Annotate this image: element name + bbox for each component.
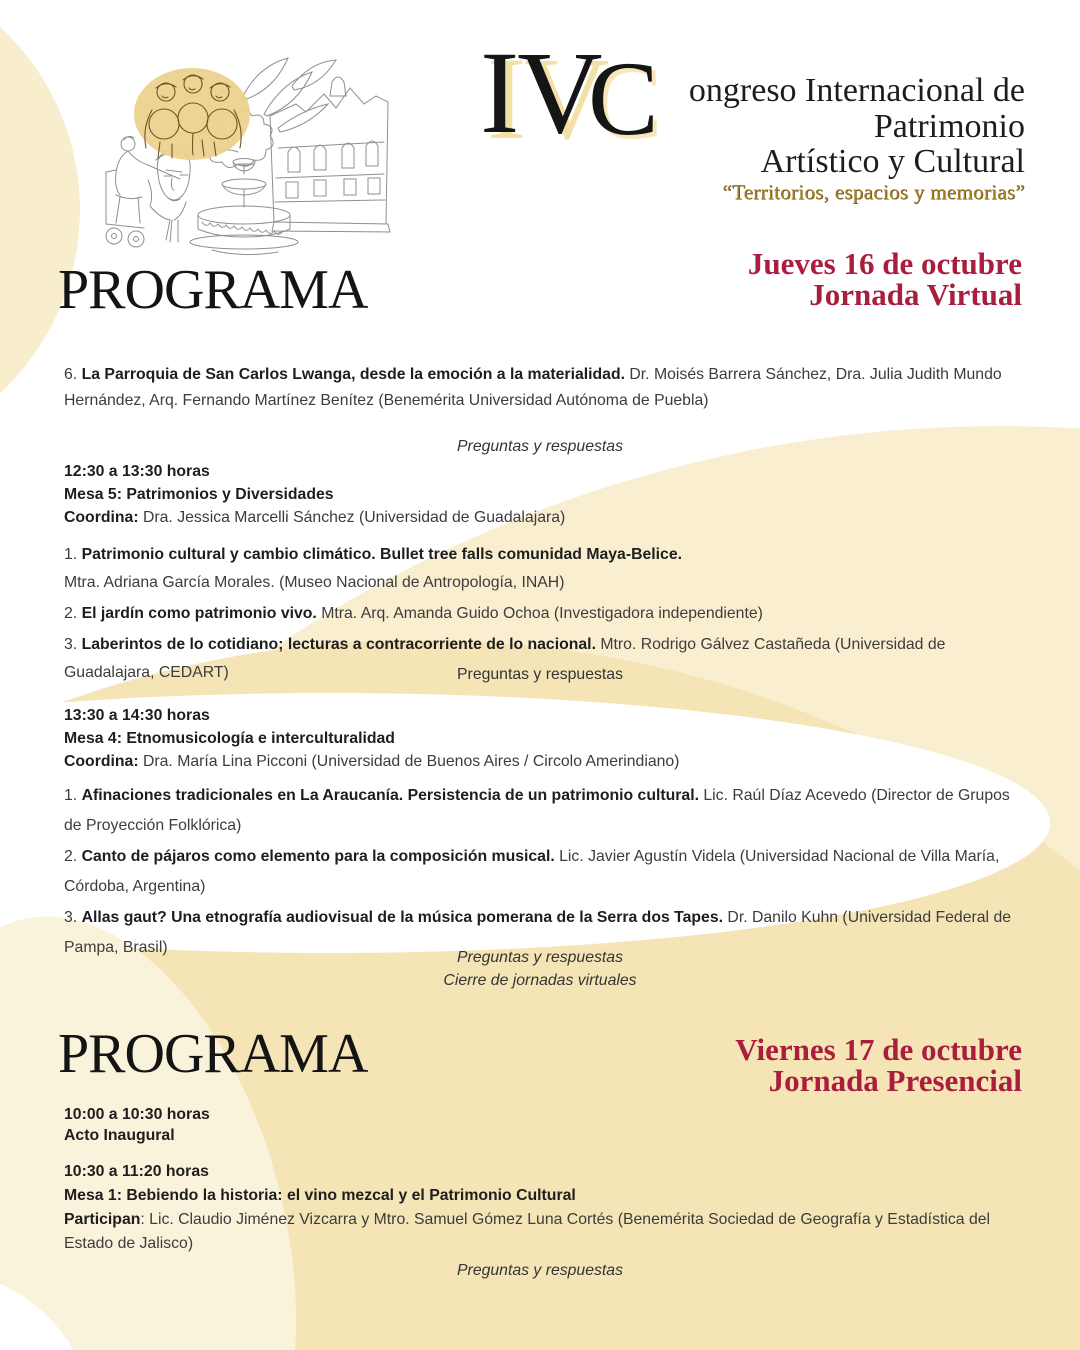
mesa5-time: 12:30 a 13:30 horas [64, 463, 210, 480]
item-speaker: Mtro. Rodrigo Gálvez Castañeda (Universidad de Guadalajara, CEDART) [64, 636, 946, 681]
programa-heading-viernes: PROGRAMA [58, 1023, 368, 1085]
mesa4-title: Mesa 4: Etnomusicología e interculturalidad [64, 730, 395, 747]
coordina-name: Dra. María Lina Picconi (Universidad de Buenos Aires / Circolo Amerindiano) [138, 753, 680, 770]
list-item [64, 842, 1016, 902]
item6-paragraph [64, 362, 1016, 414]
mesa4-header [64, 704, 1016, 773]
item-speakers: Dr. Moisés Barrera Sánchez, Dra. Julia Judith Mundo Hernández, Arq. Fernando Martínez Benítez (Benemérita Universidad Autónoma de Puebla) [64, 366, 1002, 409]
item-number: 1. [64, 787, 82, 804]
mesa4-time: 13:30 a 14:30 horas [64, 707, 210, 724]
closing-line: Cierre de jornadas virtuales [443, 972, 637, 989]
mesa1-slot [64, 1160, 1016, 1256]
item-title: Patrimonio cultural y cambio climático. Bullet tree falls comunidad Maya-Belice. [81, 546, 683, 563]
congress-title-line2: Patrimonio [873, 108, 1025, 145]
item-number: 6. [64, 366, 82, 383]
day-heading-viernes [735, 1034, 1022, 1096]
day-subtitle: Jornada Virtual [809, 277, 1022, 312]
mesa5-header [64, 460, 1016, 529]
mesa1-title: Mesa 1: Bebiendo la historia: el vino mezcal y el Patrimonio Cultural [64, 1187, 576, 1204]
item-title: El jardín como patrimonio vivo. [81, 605, 317, 622]
qa-line-3: Preguntas y respuestas [457, 949, 623, 966]
slot-title: Acto Inaugural [64, 1127, 175, 1144]
acto-inaugural-slot [64, 1104, 1016, 1146]
coordina-label: Coordina: [64, 509, 139, 526]
day-subtitle: Jornada Presencial [768, 1063, 1022, 1098]
mesa5-title: Mesa 5: Patrimonios y Diversidades [64, 486, 334, 503]
participan-names: : Lic. Claudio Jiménez Vizcarra y Mtro. Samuel Gómez Luna Cortés (Benemérita Sociedad de Geografía y Estadística del Estado de Jalisco) [64, 1211, 991, 1252]
item-title: Afinaciones tradicionales en La Araucanía. Persistencia de un patrimonio cultural. [81, 787, 699, 804]
item-title: Laberintos de lo cotidiano; lecturas a contracorriente de lo nacional. [81, 636, 596, 653]
participan-label: Participan [64, 1211, 141, 1228]
item-number: 1. [64, 546, 82, 563]
mesa4-list [64, 781, 1016, 964]
item-number: 2. [64, 605, 82, 622]
item-speaker: Dr. Danilo Kuhn (Universidad Federal de Pampa, Brasil) [64, 909, 1012, 956]
item-title: La Parroquia de San Carlos Lwanga, desde la emoción a la materialidad. [81, 366, 625, 383]
item-title: Allas gaut? Una etnografía audiovisual de la música pomerana de la Serra dos Tapes. [81, 909, 724, 926]
congress-illustration [92, 52, 402, 292]
item-speaker: Mtra. Adriana García Morales. (Museo Nacional de Antropología, INAH) [64, 574, 565, 591]
congress-title-line3: Artístico y Cultural [760, 143, 1025, 180]
qa-line-4: Preguntas y respuestas [457, 1262, 623, 1279]
item-speaker: Lic. Raúl Díaz Acevedo (Director de Grupos de Proyección Folklórica) [64, 787, 1010, 834]
coordina-name: Dra. Jessica Marcelli Sánchez (Universidad de Guadalajara) [138, 509, 566, 526]
item-title: Canto de pájaros como elemento para la composición musical. [81, 848, 555, 865]
roman-numeral-iv: IV [480, 27, 601, 158]
list-item [64, 781, 1016, 841]
congress-subtitle: “Territorios, espacios y memorias” [722, 180, 1025, 204]
closing-lines [64, 946, 1016, 992]
title-dropcap-c: C [588, 40, 659, 157]
programa-heading-jueves: PROGRAMA [58, 259, 368, 321]
item-speaker: Mtra. Arq. Amanda Guido Ochoa (Investigadora independiente) [316, 605, 763, 622]
item-number: 3. [64, 909, 82, 926]
qa-line-2: Preguntas y respuestas [457, 666, 623, 683]
item-number: 3. [64, 636, 82, 653]
slot-time: 10:00 a 10:30 horas [64, 1106, 210, 1123]
day-title: Jueves 16 de octubre [747, 246, 1022, 281]
congress-title-line1: ongreso Internacional de [688, 72, 1025, 109]
list-item [64, 541, 1016, 597]
coordina-label: Coordina: [64, 753, 139, 770]
gold-singers-group [134, 68, 250, 160]
item-number: 2. [64, 848, 82, 865]
day-heading-jueves [748, 248, 1022, 310]
qa-line-1: Preguntas y respuestas [457, 438, 623, 455]
day-title: Viernes 17 de octubre [735, 1032, 1022, 1067]
list-item [64, 600, 1016, 628]
mesa1-time: 10:30 a 11:20 horas [64, 1163, 209, 1180]
item-speaker: Lic. Javier Agustín Videla (Universidad Nacional de Villa María, Córdoba, Argentina) [64, 848, 1000, 895]
